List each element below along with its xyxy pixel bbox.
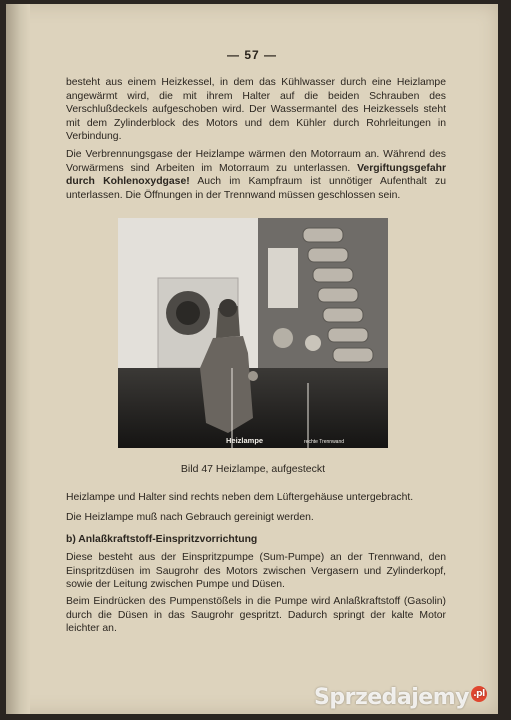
figure-heizlampe-photo [118,218,388,448]
watermark-badge: .pl [471,686,487,702]
document-page [6,4,498,714]
paragraph-heizkessel: besteht aus einem Heizkessel, in dem das Kühlwasser durch eine Heizlampe angewärmt wird, die mit ihrem Halter auf die beiden Schrauben des Verschlußdeckels aufgeschoben wird. Der Wassermantel des Heizkessels steht mit dem Zylinderblock des Motors und dem Kühler durch Rohrleitungen in Verbindung. [66,77,446,143]
engine-photo [118,218,388,448]
paragraph-text: Auch im Kampfraum ist unnötiger Aufenthalt zu unterlassen. Die Öffnungen in der Trennwand müssen geschlossen sein. [66,176,446,201]
paragraph-text: Die Verbrennungsgase der Heizlampe wärmen den Motorraum an. Während des Vorwärmens sind Arbeiten im Motorraum zu unterlassen. [66,149,446,174]
paragraph-einspritzpumpe: Diese besteht aus der Einspritzpumpe (Sum-Pumpe) an der Trennwand, den Einspritzdüsen im Saugrohr des Motors zwischen Vergasern und Zylinderkopf, sowie der Leitung zwischen Pumpe und Düsen. [66,552,446,591]
label-heizlampe: Heizlampe [226,436,264,445]
figure-caption: Bild 47 Heizlampe, aufgesteckt [180,463,326,475]
binding-edge [6,4,30,714]
watermark [314,685,487,710]
page-number: — 57 — [226,48,277,62]
paragraph-verbrennungsgase [66,148,446,202]
paragraph-pumpenstoessel: Beim Eindrücken des Pumpenstößels in die Pumpe wird Anlaßkraftstoff (Gasolin) durch die Düsen in das Saugrohr gespritzt. Dadurch springt der kalte Motor leichter an. [66,596,446,635]
watermark-text: Sprzedajemy [314,685,469,710]
warning-text: Vergiftungsgefahr durch Kohlenoxydgase! [66,162,446,188]
paragraph-halter: Heizlampe und Halter sind rechts neben dem Lüftergehäuse untergebracht. [66,492,414,503]
section-heading: b) Anlaßkraftstoff-Einspritzvorrichtung [66,534,258,545]
label-trennwand: rechte Trennwand [304,439,345,445]
paragraph-reinigung: Die Heizlampe muß nach Gebrauch gereinigt werden. [66,512,314,523]
